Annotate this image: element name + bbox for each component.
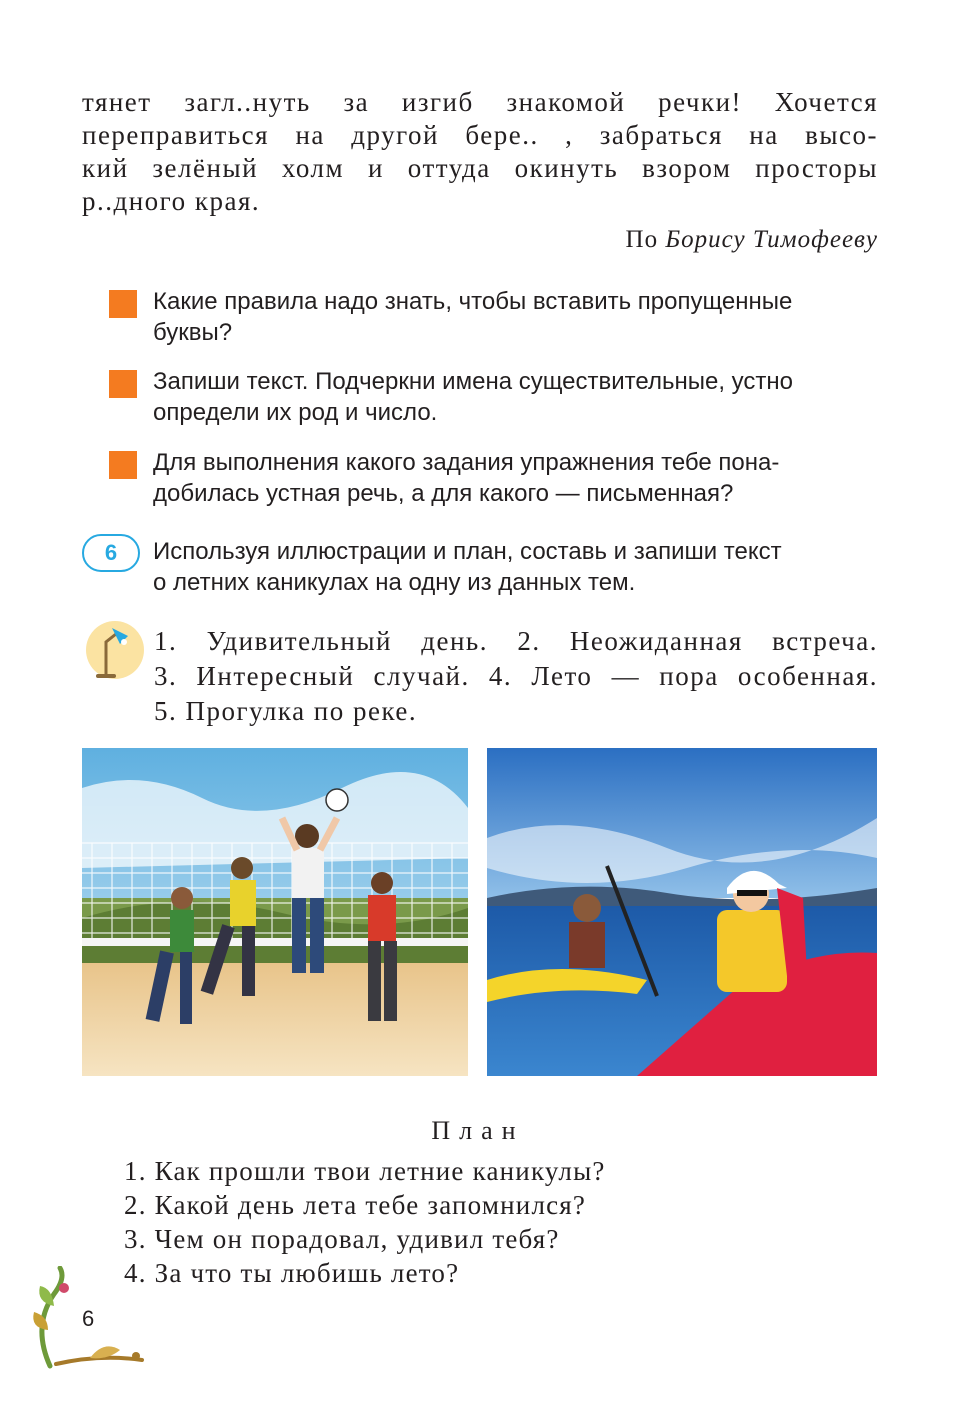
author-prefix: По xyxy=(625,226,659,253)
lamp-icon xyxy=(84,620,144,682)
plan-list xyxy=(124,1154,824,1290)
task-marker-icon xyxy=(109,290,137,318)
author-attribution xyxy=(626,226,878,254)
plan-item: 4. За что ты любишь лето? xyxy=(124,1258,460,1288)
volleyball-photo xyxy=(82,748,468,1076)
passage xyxy=(82,86,878,218)
task-line: добилась устная речь, а для какого — письменная? xyxy=(153,480,734,507)
topic-line: 1. Удивительный день. 2. Неожиданная встреча. xyxy=(154,626,878,656)
task-line: Для выполнения какого задания упражнения тебе пона- xyxy=(153,449,780,476)
exercise-line: Используя иллюстрации и план, составь и запиши текст xyxy=(153,538,782,565)
task-marker-icon xyxy=(109,451,137,479)
topic-list xyxy=(154,624,878,729)
author-name: Борису Тимофееву xyxy=(665,226,878,253)
task-marker-icon xyxy=(109,370,137,398)
task-line: Запиши текст. Подчеркни имена существительные, устно xyxy=(153,368,793,395)
exercise-line: о летних каникулах на одну из данных тем. xyxy=(153,569,636,596)
task-line: буквы? xyxy=(153,319,233,346)
topic-line: 3. Интересный случай. 4. Лето — пора особенная. xyxy=(154,661,878,691)
topic-line: 5. Прогулка по реке. xyxy=(154,696,418,726)
plan-item: 1. Как прошли твои летние каникулы? xyxy=(124,1156,606,1186)
passage-line: переправиться на другой бере.. , забраться на высо- xyxy=(82,120,878,150)
plan-item: 3. Чем он порадовал, удивил тебя? xyxy=(124,1224,560,1254)
exercise-number-badge: 6 xyxy=(82,534,140,572)
passage-line: кий зелёный холм и оттуда окинуть взором просторы xyxy=(82,153,878,183)
task-line: Какие правила надо знать, чтобы вставить пропущенные xyxy=(153,288,793,315)
passage-line: тянет загл..нуть за изгиб знакомой речки! Хочется xyxy=(82,87,878,117)
page-number: 6 xyxy=(82,1306,95,1331)
kayak-photo xyxy=(487,748,877,1076)
plan-item: 2. Какой день лета тебе запомнился? xyxy=(124,1190,587,1220)
plan-title: План xyxy=(431,1116,525,1145)
task-line: определи их род и число. xyxy=(153,399,438,426)
passage-line: р..дного края. xyxy=(82,186,261,216)
